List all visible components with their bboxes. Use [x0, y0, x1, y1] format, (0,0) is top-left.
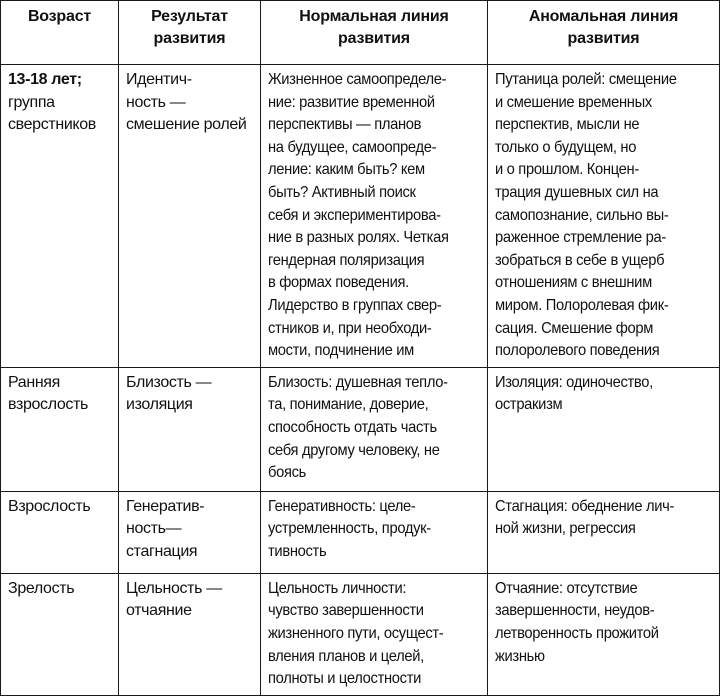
abnormal-line-cell: Изоляция: одиночество, остракизм — [488, 367, 720, 491]
table-row — [1, 491, 720, 573]
age-label: Взрослость — [8, 497, 91, 515]
normal-line-cell: Генеративность: целе- устремленность, продук- тивность — [261, 491, 488, 573]
abnormal-line-cell: Путаница ролей: смещение и смешение временных перспектив, мысли не только о будущем, но и о прошлом. Концен- трация душевных сил на самопознание, сильно вы- раженное стремление ра- зобраться в себе в ущерб отношениям с внешним миром. Полоролевая фик- сация. Смешение форм полоролевого поведения — [488, 65, 720, 368]
table-row — [1, 573, 720, 695]
result-cell: Цельность — отчаяние — [119, 573, 261, 695]
age-label: Ранняя взрослость — [8, 373, 89, 414]
age-label: группа сверстников — [8, 93, 96, 134]
table-row — [1, 367, 720, 491]
age-cell — [1, 573, 119, 695]
result-cell: Близость — изоляция — [119, 367, 261, 491]
age-label-bold: 13-18 лет; — [8, 71, 82, 88]
age-cell — [1, 367, 119, 491]
header-normal-line: Нормальная линия развития — [261, 1, 488, 65]
normal-line-cell: Близость: душевная тепло- та, понимание, доверие, способность отдать часть себя другому человеку, не боясь — [261, 367, 488, 491]
age-label: Зрелость — [8, 579, 75, 597]
normal-line-cell: Жизненное самоопределе- ние: развитие временной перспективы — планов на будущее, самоопреде- ление: каким быть? кем быть? Активный поиск себя и экспериментирова- ние в разных ролях. Четкая гендерная поляризация в формах поведения. Лидерство в группах свер- стников и, при необходи- мости, подчинение им — [261, 65, 488, 368]
table-row — [1, 65, 720, 368]
result-cell: Идентич- ность — смешение ролей — [119, 65, 261, 368]
result-cell: Генератив- ность— стагнация — [119, 491, 261, 573]
normal-line-cell: Цельность личности: чувство завершенности жизненного пути, осущест- вления планов и целей, полноты и целостности — [261, 573, 488, 695]
header-abnormal-line: Аномальная линия развития — [488, 1, 720, 65]
header-result: Результат развития — [119, 1, 261, 65]
age-cell — [1, 491, 119, 573]
abnormal-line-cell: Стагнация: обеднение лич- ной жизни, регрессия — [488, 491, 720, 573]
abnormal-line-cell: Отчаяние: отсутствие завершенности, неудов- летворенность прожитой жизнью — [488, 573, 720, 695]
header-age: Возраст — [1, 1, 119, 65]
age-cell — [1, 65, 119, 368]
header-row — [1, 1, 720, 65]
